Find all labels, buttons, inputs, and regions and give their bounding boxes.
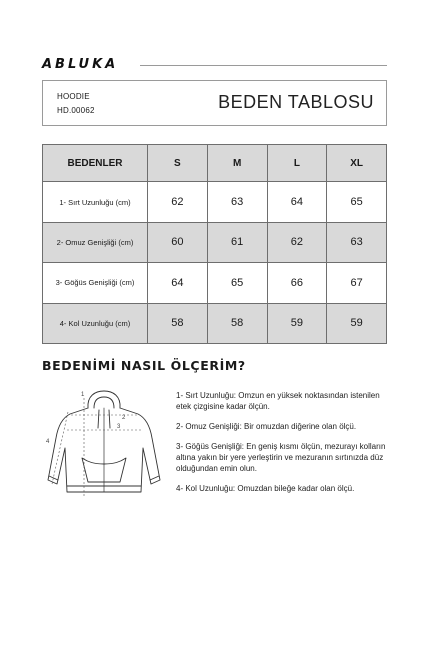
column-header: M [207,145,267,182]
table-cell: 62 [148,182,208,222]
column-header: XL [327,145,387,182]
table-cell: 65 [327,182,387,222]
marker-3: 3 [117,424,121,430]
header-divider [140,65,387,66]
instruction-item: 4- Kol Uzunluğu: Omuzdan bileğe kadar olan ölçü. [176,483,355,493]
table-cell: 64 [267,182,327,222]
column-header: S [148,145,208,182]
column-header: L [267,145,327,182]
product-code: HD.00062 [57,106,95,115]
table-cell: 64 [148,263,208,303]
column-header: BEDENLER [43,145,148,182]
table-cell: 63 [327,222,387,262]
row-label: 4- Kol Uzunluğu (cm) [43,303,148,343]
table-cell: 61 [207,222,267,262]
size-table [42,144,387,344]
table-row [43,303,387,343]
product-type: HOODIE [57,92,90,101]
instruction-item: 2- Omuz Genişliği: Bir omuzdan diğerine olan ölçü. [176,421,357,431]
hoodie-measurement-drawing [40,388,170,506]
table-cell: 59 [327,303,387,343]
product-header [42,80,387,126]
table-row [43,263,387,303]
hood-outline [88,391,120,408]
table-cell: 63 [207,182,267,222]
drawstring-right [109,410,110,428]
instruction-item: 3- Göğüs Genişliği: En geniş kısmı ölçün, mezurayı kolların altına yakın bir yere yerleştirin ve mezuranın sırtınızda düz olduğundan emin olun. [176,441,386,474]
instruction-item: 1- Sırt Uzunluğu: Omzun en yüksek noktasından istenilen etek çizgisine kadar ölçün. [176,391,380,412]
row-label: 2- Omuz Genişliği (cm) [43,222,148,262]
marker-1: 1 [81,392,85,398]
drawstring-left [98,410,99,428]
marker-2: 2 [122,415,126,421]
row-label: 3- Göğüs Genişliği (cm) [43,263,148,303]
page-title: BEDEN TABLOSU [218,92,374,112]
table-cell: 59 [267,303,327,343]
table-row [43,182,387,222]
table-cell: 66 [267,263,327,303]
section-title: BEDENİMİ NASIL ÖLÇERİM? [42,358,246,373]
table-cell: 65 [207,263,267,303]
brand-logo: ABLUKA [42,57,119,72]
right-cuff [150,476,159,480]
table-cell: 62 [267,222,327,262]
hood-inner [94,397,114,408]
left-cuff [49,476,58,480]
measurement-instructions [176,390,390,502]
row-label: 1- Sırt Uzunluğu (cm) [43,182,148,222]
table-row [43,222,387,262]
marker-4: 4 [46,439,50,445]
table-cell: 67 [327,263,387,303]
table-cell: 58 [207,303,267,343]
table-cell: 60 [148,222,208,262]
table-header-row [43,145,387,182]
table-cell: 58 [148,303,208,343]
